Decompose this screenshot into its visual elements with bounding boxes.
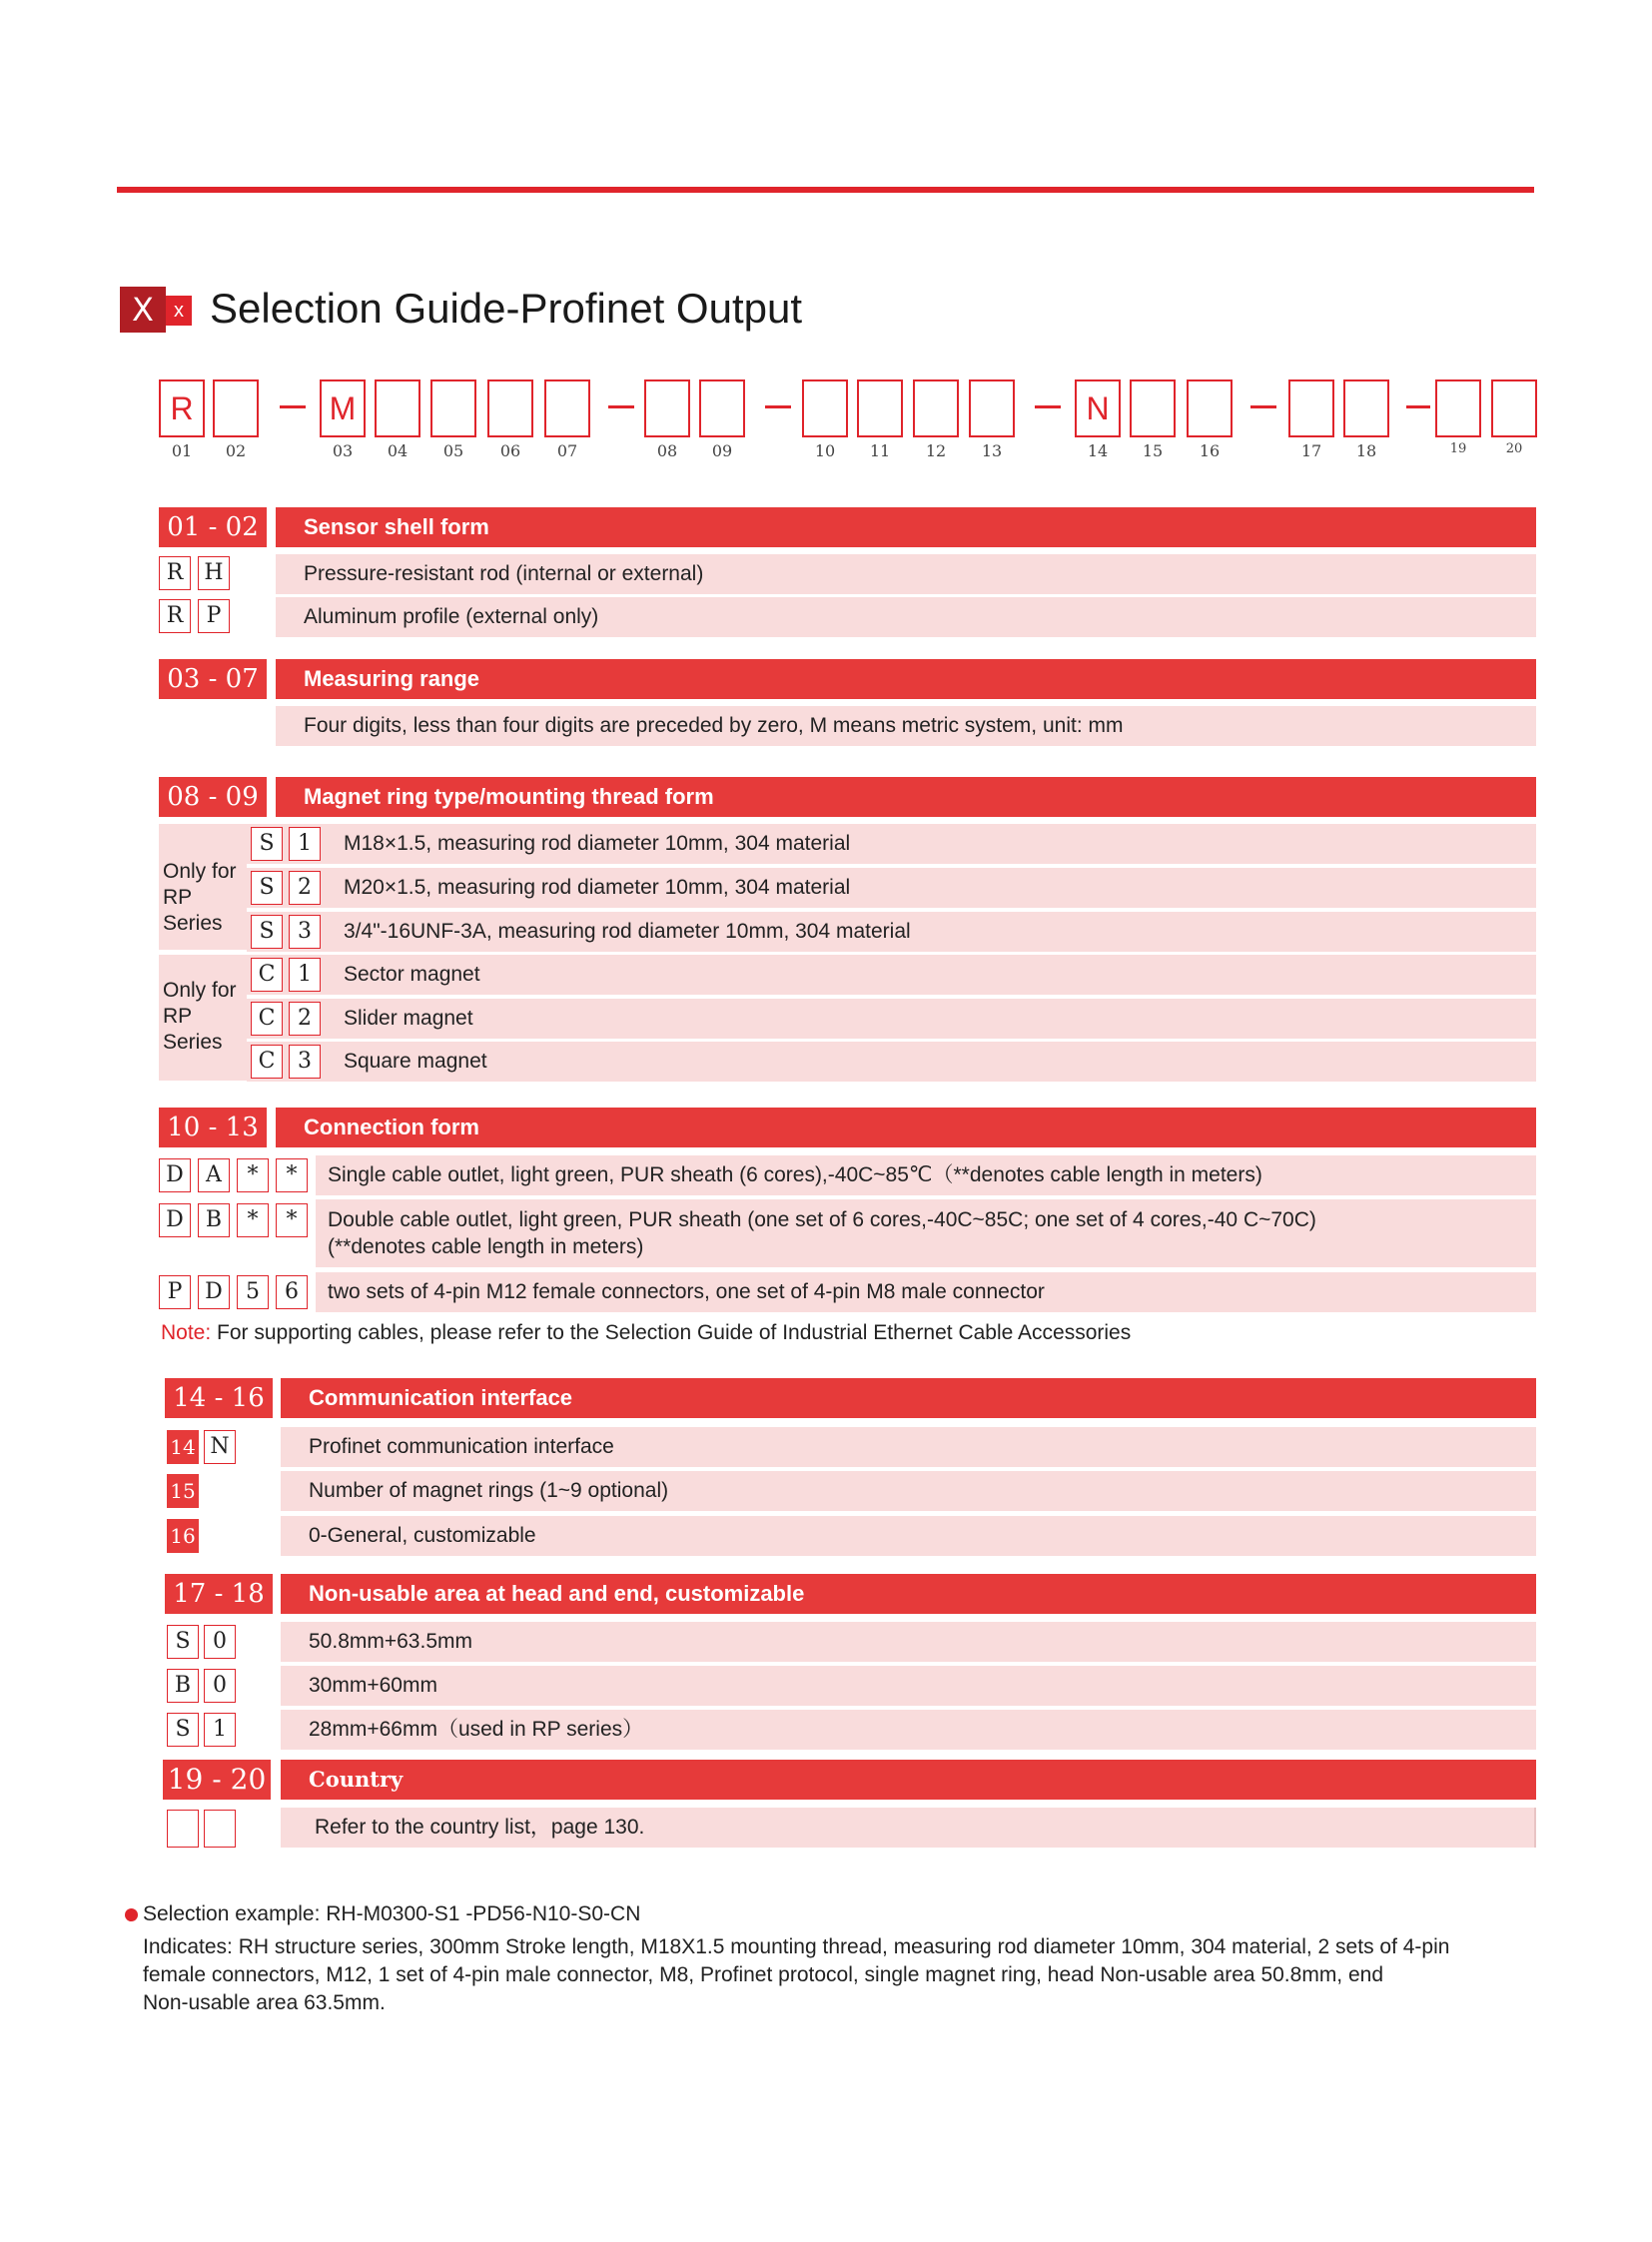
top-rule [117,187,1534,193]
code-box-20 [1491,379,1537,437]
code-char: S [251,915,283,949]
code-box-19 [1435,379,1481,437]
code-box-09 [699,379,745,437]
option-row: M20×1.5, measuring rod diameter 10mm, 304 material [328,868,1536,908]
option-row: Aluminum profile (external only) [276,597,1536,637]
code-char: C [251,1045,283,1079]
example-text: Indicates: RH structure series, 300mm Stroke length, M18X1.5 mounting thread, measuring rod diameter 10mm, 304 material, 2 sets of 4-pin [143,1935,1450,1958]
code-char: 6 [276,1275,308,1309]
section-code: 14 - 16 [165,1378,273,1418]
option-row: M18×1.5, measuring rod diameter 10mm, 304 material [328,824,1536,864]
code-char [167,1810,199,1848]
section-title: Non-usable area at head and end, customizable [281,1574,1536,1614]
code-char: D [159,1158,191,1192]
code-char: 5 [237,1275,269,1309]
option-row: 50.8mm+63.5mm [281,1622,1536,1662]
group-label-line: Only for [163,860,237,883]
code-box-16 [1187,379,1233,437]
code-index: 11 [869,441,891,460]
code-box-14: N [1075,379,1121,437]
code-char: * [237,1158,269,1192]
code-char: B [198,1203,230,1237]
code-box-06 [487,379,533,437]
code-box-18 [1343,379,1389,437]
group-label-line: Series [163,1031,223,1054]
code-char: R [159,556,191,590]
code-box-08 [644,379,690,437]
code-box-13 [969,379,1015,437]
code-char: H [198,556,230,590]
section-code: 08 - 09 [159,777,267,817]
bullet-icon [125,1908,138,1921]
code-index: 04 [387,441,409,460]
code-index: 17 [1300,441,1322,460]
code-char: D [159,1203,191,1237]
code-box-05 [430,379,476,437]
option-row: 28mm+66mm（used in RP series） [281,1710,1536,1750]
code-index: 06 [499,441,521,460]
option-row: 30mm+60mm [281,1666,1536,1706]
section-title: Connection form [276,1108,1536,1147]
code-char: * [237,1203,269,1237]
code-box-10 [802,379,848,437]
code-box-15 [1130,379,1176,437]
code-index: 14 [1087,441,1109,460]
code-char: S [251,871,283,905]
code-index: 19 [1449,441,1467,456]
option-row: Pressure-resistant rod (internal or external) [276,554,1536,594]
code-index: 08 [656,441,678,460]
code-box-03: M [320,379,366,437]
option-row: Profinet communication interface [281,1427,1536,1467]
code-index: 16 [1199,441,1221,460]
code-index: 02 [225,441,247,460]
option-row: Sector magnet [328,955,1536,995]
page-title: Selection Guide-Profinet Output [210,285,803,332]
code-dash [1250,405,1276,408]
code-box-11 [857,379,903,437]
position-number: 15 [167,1474,199,1508]
code-dash [280,405,306,408]
code-char: S [167,1713,199,1747]
code-index: 07 [556,441,578,460]
code-char: S [251,827,283,861]
option-row: 3/4"-16UNF-3A, measuring rod diameter 10mm, 304 material [328,912,1536,952]
option-row: 0-General, customizable [281,1516,1536,1556]
code-char: 2 [289,1002,321,1036]
section-title: Communication interface [281,1378,1536,1418]
code-index: 13 [981,441,1003,460]
section-code: 10 - 13 [159,1108,267,1147]
section-code: 17 - 18 [165,1574,273,1614]
code-index: 01 [171,441,193,460]
code-box-04 [375,379,420,437]
code-box-12 [913,379,959,437]
example-text: Non-usable area 63.5mm. [143,1991,386,2014]
section-badge-small: x [166,296,192,326]
code-char: D [198,1275,230,1309]
section-badge-large: X [120,287,166,333]
code-char: P [159,1275,191,1309]
note [161,1321,1131,1345]
section-title: Magnet ring type/mounting thread form [276,777,1536,817]
code-char: S [167,1625,199,1659]
code-char: 3 [289,1045,321,1079]
code-char: N [204,1430,236,1464]
code-box-17 [1288,379,1334,437]
code-index: 05 [442,441,464,460]
code-dash [608,405,634,408]
code-char: 3 [289,915,321,949]
code-index: 20 [1505,441,1523,456]
note-text: For supporting cables, please refer to the Selection Guide of Industrial Ethernet Cable Accessories [211,1321,1132,1344]
code-char: 1 [289,827,321,861]
option-row: Four digits, less than four digits are preceded by zero, M means metric system, unit: mm [276,706,1536,746]
group-label-line: Only for [163,979,237,1002]
option-row: Refer to the country list，page 130. [281,1808,1536,1848]
section-title: Sensor shell form [276,507,1536,547]
option-row: Square magnet [328,1042,1536,1082]
code-index: 09 [711,441,733,460]
code-char: A [198,1158,230,1192]
section-code: 01 - 02 [159,507,267,547]
code-char: B [167,1669,199,1703]
example-text: female connectors, M12, 1 set of 4-pin male connector, M8, Profinet protocol, single magnet ring, head Non-usable area 50.8mm, end [143,1963,1384,1986]
option-row: two sets of 4-pin M12 female connectors, one set of 4-pin M8 male connector [316,1272,1536,1312]
option-row: Number of magnet rings (1~9 optional) [281,1471,1536,1511]
group-label-line: Series [163,912,223,935]
code-char: 1 [204,1713,236,1747]
code-index: 12 [925,441,947,460]
group-label [163,978,237,1056]
code-char: 1 [289,958,321,992]
group-label-line: RP [163,886,193,909]
code-box-01: R [159,379,205,437]
group-label [163,859,237,937]
section-title: Country [281,1760,1536,1800]
code-char: C [251,958,283,992]
option-row [316,1199,1536,1267]
group-label-line: RP [163,1005,193,1028]
code-box-07 [544,379,590,437]
position-number: 14 [167,1430,199,1464]
section-code: 03 - 07 [159,659,267,699]
code-box-02 [213,379,259,437]
option-row: Single cable outlet, light green, PUR sheath (6 cores),-40C~85℃（**denotes cable length in meters) [316,1155,1536,1195]
option-row: Slider magnet [328,999,1536,1039]
code-char: * [276,1158,308,1192]
code-dash [1035,405,1061,408]
note-label: Note: [161,1321,212,1344]
option-text: (**denotes cable length in meters) [328,1235,644,1258]
code-index: 15 [1142,441,1164,460]
code-char: C [251,1002,283,1036]
option-text: Double cable outlet, light green, PUR sheath (one set of 6 cores,-40C~85C; one set of 4 cores,-40 C~70C) [328,1208,1316,1231]
section-code: 19 - 20 [163,1760,271,1800]
code-char [204,1810,236,1848]
code-char: 0 [204,1625,236,1659]
code-char: * [276,1203,308,1237]
code-char: R [159,599,191,633]
code-index: 10 [814,441,836,460]
code-char: 0 [204,1669,236,1703]
code-dash [1406,405,1430,408]
section-title: Measuring range [276,659,1536,699]
code-index: 03 [332,441,354,460]
position-number: 16 [167,1519,199,1553]
code-index: 18 [1355,441,1377,460]
code-char: 2 [289,871,321,905]
code-dash [765,405,791,408]
example-title: Selection example: RH-M0300-S1 -PD56-N10-S0-CN [143,1902,641,1925]
code-char: P [198,599,230,633]
